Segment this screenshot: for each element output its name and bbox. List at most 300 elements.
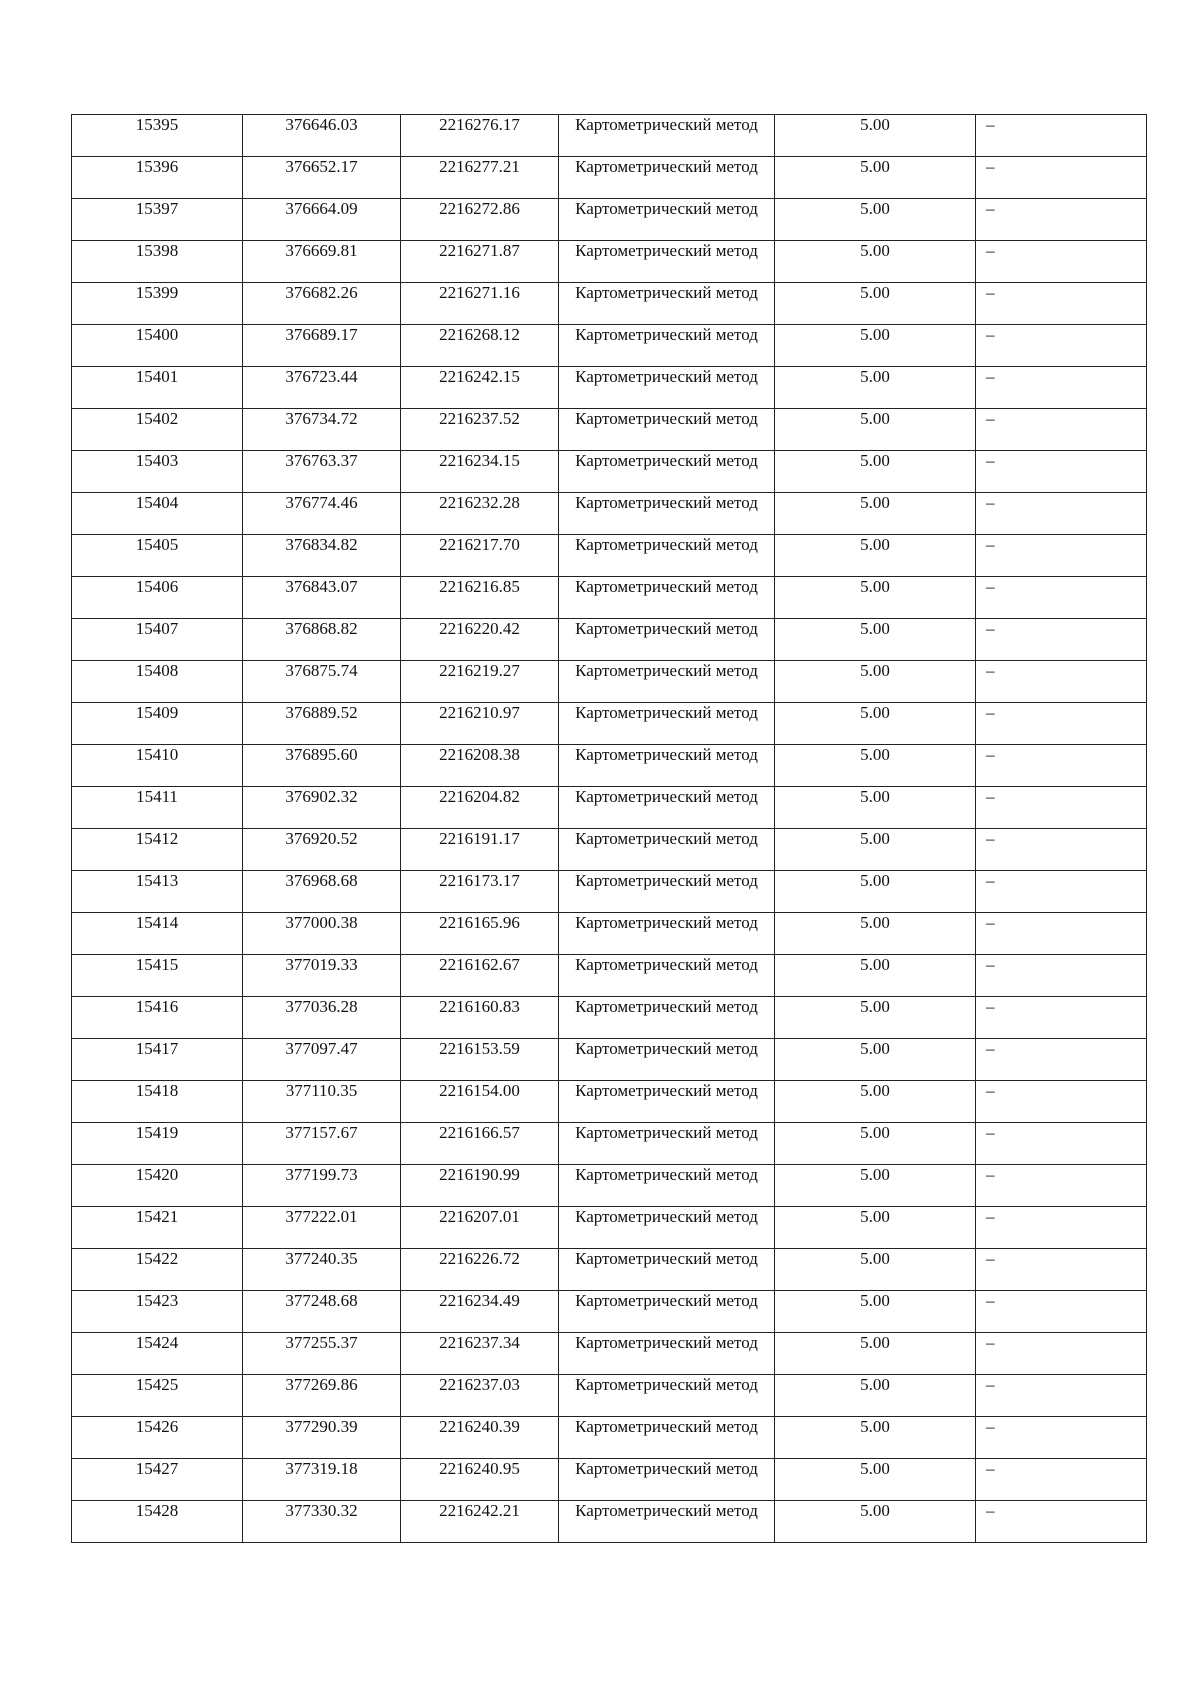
y-coordinate-cell-text: 2216210.97: [439, 703, 520, 722]
description-cell: [976, 955, 1147, 997]
method-cell-text: Картометрический метод: [575, 1501, 758, 1520]
x-coordinate-cell-text: 377157.67: [285, 1123, 358, 1142]
description-cell-text: –: [986, 787, 995, 806]
table-row: [72, 409, 1147, 451]
method-cell: [559, 283, 775, 325]
y-coordinate-cell-text: 2216234.15: [439, 451, 520, 470]
description-cell-text: –: [986, 1459, 995, 1478]
x-coordinate-cell-text: 377110.35: [285, 1081, 358, 1100]
y-coordinate-cell-text: 2216190.99: [439, 1165, 520, 1184]
table-row: [72, 157, 1147, 199]
accuracy-cell-text: 5.00: [860, 1417, 890, 1436]
x-coordinate-cell: [243, 745, 401, 787]
x-coordinate-cell: [243, 493, 401, 535]
table-row: [72, 1417, 1147, 1459]
accuracy-cell-text: 5.00: [860, 1291, 890, 1310]
y-coordinate-cell-text: 2216207.01: [439, 1207, 520, 1226]
point-number-cell-text: 15395: [135, 115, 179, 134]
accuracy-cell-text: 5.00: [860, 661, 890, 680]
description-cell-text: –: [986, 955, 995, 974]
point-number-cell: [72, 745, 243, 787]
y-coordinate-cell-text: 2216237.03: [439, 1375, 520, 1394]
accuracy-cell: [775, 1249, 976, 1291]
method-cell-text: Картометрический метод: [575, 1165, 758, 1184]
method-cell: [559, 367, 775, 409]
point-number-cell-text: 15408: [135, 661, 179, 680]
description-cell-text: –: [986, 1039, 995, 1058]
y-coordinate-cell-text: 2216272.86: [439, 199, 520, 218]
point-number-cell: [72, 661, 243, 703]
description-cell-text: –: [986, 493, 995, 512]
point-number-cell: [72, 451, 243, 493]
point-number-cell-text: 15409: [135, 703, 179, 722]
method-cell: [559, 661, 775, 703]
point-number-cell-text: 15413: [135, 871, 179, 890]
x-coordinate-cell: [243, 1165, 401, 1207]
y-coordinate-cell: [401, 1039, 559, 1081]
point-number-cell-text: 15427: [135, 1459, 179, 1478]
accuracy-cell: [775, 829, 976, 871]
point-number-cell: [72, 787, 243, 829]
table-row: [72, 1123, 1147, 1165]
y-coordinate-cell: [401, 955, 559, 997]
y-coordinate-cell: [401, 283, 559, 325]
point-number-cell-text: 15417: [135, 1039, 179, 1058]
y-coordinate-cell: [401, 787, 559, 829]
method-cell-text: Картометрический метод: [575, 913, 758, 932]
method-cell: [559, 115, 775, 157]
description-cell: [976, 1375, 1147, 1417]
description-cell: [976, 661, 1147, 703]
point-number-cell-text: 15407: [135, 619, 179, 638]
description-cell-text: –: [986, 997, 995, 1016]
method-cell-text: Картометрический метод: [575, 1039, 758, 1058]
y-coordinate-cell-text: 2216271.16: [439, 283, 520, 302]
table-row: [72, 1333, 1147, 1375]
method-cell-text: Картометрический метод: [575, 955, 758, 974]
description-cell: [976, 871, 1147, 913]
accuracy-cell: [775, 997, 976, 1039]
y-coordinate-cell-text: 2216220.42: [439, 619, 520, 638]
accuracy-cell-text: 5.00: [860, 1375, 890, 1394]
point-number-cell-text: 15420: [135, 1165, 179, 1184]
description-cell: [976, 493, 1147, 535]
description-cell-text: –: [986, 115, 995, 134]
accuracy-cell-text: 5.00: [860, 997, 890, 1016]
method-cell-text: Картометрический метод: [575, 745, 758, 764]
accuracy-cell-text: 5.00: [860, 199, 890, 218]
x-coordinate-cell-text: 376889.52: [285, 703, 358, 722]
description-cell: [976, 1333, 1147, 1375]
point-number-cell: [72, 871, 243, 913]
y-coordinate-cell-text: 2216240.95: [439, 1459, 520, 1478]
method-cell-text: Картометрический метод: [575, 325, 758, 344]
method-cell: [559, 1333, 775, 1375]
x-coordinate-cell-text: 377290.39: [285, 1417, 358, 1436]
accuracy-cell: [775, 1207, 976, 1249]
accuracy-cell-text: 5.00: [860, 409, 890, 428]
table-row: [72, 451, 1147, 493]
table-row: [72, 1291, 1147, 1333]
accuracy-cell-text: 5.00: [860, 535, 890, 554]
description-cell-text: –: [986, 703, 995, 722]
method-cell: [559, 1459, 775, 1501]
x-coordinate-cell-text: 377036.28: [285, 997, 358, 1016]
coordinates-table-body: [72, 115, 1147, 1543]
x-coordinate-cell-text: 377000.38: [285, 913, 358, 932]
description-cell-text: –: [986, 1207, 995, 1226]
point-number-cell: [72, 1417, 243, 1459]
y-coordinate-cell: [401, 913, 559, 955]
x-coordinate-cell: [243, 955, 401, 997]
y-coordinate-cell-text: 2216232.28: [439, 493, 520, 512]
description-cell-text: –: [986, 199, 995, 218]
description-cell: [976, 1459, 1147, 1501]
accuracy-cell-text: 5.00: [860, 1081, 890, 1100]
table-row: [72, 199, 1147, 241]
point-number-cell-text: 15401: [135, 367, 179, 386]
method-cell: [559, 913, 775, 955]
description-cell-text: –: [986, 745, 995, 764]
x-coordinate-cell: [243, 997, 401, 1039]
method-cell-text: Картометрический метод: [575, 451, 758, 470]
description-cell-text: –: [986, 1249, 995, 1268]
x-coordinate-cell: [243, 1501, 401, 1543]
method-cell: [559, 1081, 775, 1123]
method-cell: [559, 829, 775, 871]
accuracy-cell-text: 5.00: [860, 619, 890, 638]
x-coordinate-cell-text: 376689.17: [285, 325, 358, 344]
table-row: [72, 241, 1147, 283]
accuracy-cell-text: 5.00: [860, 703, 890, 722]
y-coordinate-cell-text: 2216165.96: [439, 913, 520, 932]
description-cell: [976, 157, 1147, 199]
y-coordinate-cell: [401, 829, 559, 871]
y-coordinate-cell: [401, 409, 559, 451]
method-cell: [559, 535, 775, 577]
point-number-cell: [72, 493, 243, 535]
y-coordinate-cell: [401, 1333, 559, 1375]
accuracy-cell: [775, 1081, 976, 1123]
x-coordinate-cell: [243, 409, 401, 451]
y-coordinate-cell: [401, 1165, 559, 1207]
y-coordinate-cell: [401, 1375, 559, 1417]
accuracy-cell-text: 5.00: [860, 451, 890, 470]
accuracy-cell-text: 5.00: [860, 1501, 890, 1520]
description-cell-text: –: [986, 535, 995, 554]
y-coordinate-cell-text: 2216240.39: [439, 1417, 520, 1436]
point-number-cell: [72, 1039, 243, 1081]
accuracy-cell: [775, 199, 976, 241]
description-cell: [976, 1039, 1147, 1081]
point-number-cell: [72, 157, 243, 199]
x-coordinate-cell-text: 376734.72: [285, 409, 358, 428]
method-cell-text: Картометрический метод: [575, 241, 758, 260]
x-coordinate-cell: [243, 1039, 401, 1081]
point-number-cell: [72, 619, 243, 661]
y-coordinate-cell: [401, 997, 559, 1039]
description-cell: [976, 199, 1147, 241]
y-coordinate-cell-text: 2216237.52: [439, 409, 520, 428]
description-cell-text: –: [986, 283, 995, 302]
method-cell: [559, 577, 775, 619]
point-number-cell-text: 15425: [135, 1375, 179, 1394]
y-coordinate-cell: [401, 325, 559, 367]
description-cell: [976, 745, 1147, 787]
point-number-cell-text: 15428: [135, 1501, 179, 1520]
x-coordinate-cell-text: 377019.33: [285, 955, 358, 974]
accuracy-cell: [775, 913, 976, 955]
method-cell-text: Картометрический метод: [575, 1375, 758, 1394]
method-cell-text: Картометрический метод: [575, 1249, 758, 1268]
x-coordinate-cell: [243, 871, 401, 913]
x-coordinate-cell-text: 377255.37: [285, 1333, 358, 1352]
accuracy-cell-text: 5.00: [860, 325, 890, 344]
table-row: [72, 745, 1147, 787]
description-cell: [976, 1081, 1147, 1123]
y-coordinate-cell-text: 2216226.72: [439, 1249, 520, 1268]
y-coordinate-cell-text: 2216154.00: [439, 1081, 520, 1100]
accuracy-cell: [775, 1333, 976, 1375]
accuracy-cell-text: 5.00: [860, 1165, 890, 1184]
description-cell: [976, 451, 1147, 493]
description-cell: [976, 1501, 1147, 1543]
x-coordinate-cell-text: 377199.73: [285, 1165, 358, 1184]
method-cell: [559, 493, 775, 535]
table-row: [72, 913, 1147, 955]
table-row: [72, 1375, 1147, 1417]
accuracy-cell-text: 5.00: [860, 787, 890, 806]
method-cell-text: Картометрический метод: [575, 199, 758, 218]
y-coordinate-cell-text: 2216217.70: [439, 535, 520, 554]
y-coordinate-cell: [401, 1291, 559, 1333]
accuracy-cell: [775, 1291, 976, 1333]
x-coordinate-cell-text: 376774.46: [285, 493, 358, 512]
description-cell-text: –: [986, 1375, 995, 1394]
table-row: [72, 871, 1147, 913]
method-cell: [559, 157, 775, 199]
description-cell-text: –: [986, 1417, 995, 1436]
method-cell-text: Картометрический метод: [575, 409, 758, 428]
method-cell: [559, 871, 775, 913]
point-number-cell: [72, 1375, 243, 1417]
table-row: [72, 1165, 1147, 1207]
y-coordinate-cell-text: 2216208.38: [439, 745, 520, 764]
description-cell: [976, 577, 1147, 619]
description-cell-text: –: [986, 1165, 995, 1184]
method-cell: [559, 1291, 775, 1333]
point-number-cell: [72, 955, 243, 997]
y-coordinate-cell: [401, 661, 559, 703]
x-coordinate-cell: [243, 703, 401, 745]
point-number-cell: [72, 115, 243, 157]
description-cell-text: –: [986, 661, 995, 680]
description-cell: [976, 619, 1147, 661]
point-number-cell: [72, 1291, 243, 1333]
x-coordinate-cell-text: 376868.82: [285, 619, 358, 638]
description-cell: [976, 913, 1147, 955]
description-cell: [976, 115, 1147, 157]
accuracy-cell: [775, 409, 976, 451]
description-cell-text: –: [986, 1501, 995, 1520]
x-coordinate-cell: [243, 325, 401, 367]
table-row: [72, 1459, 1147, 1501]
y-coordinate-cell-text: 2216219.27: [439, 661, 520, 680]
description-cell: [976, 283, 1147, 325]
y-coordinate-cell-text: 2216153.59: [439, 1039, 520, 1058]
accuracy-cell: [775, 871, 976, 913]
accuracy-cell: [775, 577, 976, 619]
x-coordinate-cell: [243, 1123, 401, 1165]
table-row: [72, 115, 1147, 157]
point-number-cell: [72, 241, 243, 283]
x-coordinate-cell-text: 376682.26: [285, 283, 358, 302]
point-number-cell-text: 15398: [135, 241, 179, 260]
y-coordinate-cell: [401, 619, 559, 661]
y-coordinate-cell: [401, 241, 559, 283]
description-cell-text: –: [986, 409, 995, 428]
table-row: [72, 1081, 1147, 1123]
y-coordinate-cell-text: 2216277.21: [439, 157, 520, 176]
accuracy-cell-text: 5.00: [860, 577, 890, 596]
x-coordinate-cell-text: 377097.47: [285, 1039, 358, 1058]
point-number-cell: [72, 997, 243, 1039]
method-cell-text: Картометрический метод: [575, 997, 758, 1016]
point-number-cell: [72, 829, 243, 871]
y-coordinate-cell: [401, 157, 559, 199]
description-cell: [976, 829, 1147, 871]
table-row: [72, 493, 1147, 535]
x-coordinate-cell-text: 377240.35: [285, 1249, 358, 1268]
point-number-cell: [72, 703, 243, 745]
y-coordinate-cell-text: 2216242.21: [439, 1501, 520, 1520]
accuracy-cell: [775, 955, 976, 997]
method-cell: [559, 1375, 775, 1417]
point-number-cell-text: 15396: [135, 157, 179, 176]
y-coordinate-cell: [401, 1249, 559, 1291]
accuracy-cell: [775, 1039, 976, 1081]
table-row: [72, 703, 1147, 745]
method-cell-text: Картометрический метод: [575, 157, 758, 176]
x-coordinate-cell: [243, 577, 401, 619]
description-cell: [976, 787, 1147, 829]
x-coordinate-cell: [243, 619, 401, 661]
description-cell-text: –: [986, 829, 995, 848]
x-coordinate-cell: [243, 1249, 401, 1291]
point-number-cell-text: 15421: [135, 1207, 179, 1226]
description-cell: [976, 535, 1147, 577]
method-cell-text: Картометрический метод: [575, 1333, 758, 1352]
point-number-cell-text: 15402: [135, 409, 179, 428]
y-coordinate-cell: [401, 451, 559, 493]
description-cell-text: –: [986, 871, 995, 890]
point-number-cell: [72, 1123, 243, 1165]
y-coordinate-cell-text: 2216216.85: [439, 577, 520, 596]
method-cell: [559, 745, 775, 787]
point-number-cell: [72, 325, 243, 367]
description-cell: [976, 1249, 1147, 1291]
method-cell-text: Картометрический метод: [575, 493, 758, 512]
method-cell-text: Картометрический метод: [575, 1417, 758, 1436]
accuracy-cell-text: 5.00: [860, 493, 890, 512]
accuracy-cell-text: 5.00: [860, 1249, 890, 1268]
method-cell: [559, 1207, 775, 1249]
x-coordinate-cell-text: 376920.52: [285, 829, 358, 848]
accuracy-cell: [775, 661, 976, 703]
table-row: [72, 1039, 1147, 1081]
accuracy-cell-text: 5.00: [860, 1207, 890, 1226]
point-number-cell-text: 15426: [135, 1417, 179, 1436]
description-cell: [976, 1207, 1147, 1249]
table-row: [72, 997, 1147, 1039]
point-number-cell-text: 15415: [135, 955, 179, 974]
description-cell: [976, 1123, 1147, 1165]
accuracy-cell: [775, 1417, 976, 1459]
description-cell: [976, 1165, 1147, 1207]
y-coordinate-cell-text: 2216162.67: [439, 955, 520, 974]
description-cell-text: –: [986, 1081, 995, 1100]
x-coordinate-cell-text: 377248.68: [285, 1291, 358, 1310]
y-coordinate-cell: [401, 1417, 559, 1459]
method-cell: [559, 1165, 775, 1207]
point-number-cell-text: 15404: [135, 493, 179, 512]
point-number-cell-text: 15422: [135, 1249, 179, 1268]
method-cell-text: Картометрический метод: [575, 367, 758, 386]
x-coordinate-cell-text: 376875.74: [285, 661, 358, 680]
point-number-cell-text: 15399: [135, 283, 179, 302]
x-coordinate-cell-text: 376843.07: [285, 577, 358, 596]
point-number-cell: [72, 577, 243, 619]
point-number-cell: [72, 283, 243, 325]
x-coordinate-cell: [243, 913, 401, 955]
y-coordinate-cell-text: 2216237.34: [439, 1333, 520, 1352]
method-cell-text: Картометрический метод: [575, 703, 758, 722]
accuracy-cell: [775, 535, 976, 577]
method-cell-text: Картометрический метод: [575, 283, 758, 302]
method-cell-text: Картометрический метод: [575, 829, 758, 848]
table-row: [72, 367, 1147, 409]
method-cell: [559, 787, 775, 829]
method-cell-text: Картометрический метод: [575, 1459, 758, 1478]
y-coordinate-cell-text: 2216234.49: [439, 1291, 520, 1310]
x-coordinate-cell-text: 377222.01: [285, 1207, 358, 1226]
x-coordinate-cell-text: 376902.32: [285, 787, 358, 806]
accuracy-cell: [775, 325, 976, 367]
method-cell: [559, 619, 775, 661]
accuracy-cell: [775, 157, 976, 199]
description-cell: [976, 1291, 1147, 1333]
x-coordinate-cell: [243, 1291, 401, 1333]
y-coordinate-cell: [401, 1459, 559, 1501]
point-number-cell-text: 15414: [135, 913, 179, 932]
description-cell-text: –: [986, 1291, 995, 1310]
description-cell-text: –: [986, 1123, 995, 1142]
point-number-cell: [72, 1165, 243, 1207]
accuracy-cell-text: 5.00: [860, 115, 890, 134]
x-coordinate-cell: [243, 1375, 401, 1417]
x-coordinate-cell: [243, 1459, 401, 1501]
point-number-cell-text: 15418: [135, 1081, 179, 1100]
accuracy-cell: [775, 1165, 976, 1207]
method-cell-text: Картометрический метод: [575, 115, 758, 134]
x-coordinate-cell: [243, 1333, 401, 1375]
description-cell: [976, 997, 1147, 1039]
accuracy-cell-text: 5.00: [860, 241, 890, 260]
y-coordinate-cell-text: 2216271.87: [439, 241, 520, 260]
point-number-cell-text: 15405: [135, 535, 179, 554]
method-cell-text: Картометрический метод: [575, 535, 758, 554]
accuracy-cell-text: 5.00: [860, 1123, 890, 1142]
